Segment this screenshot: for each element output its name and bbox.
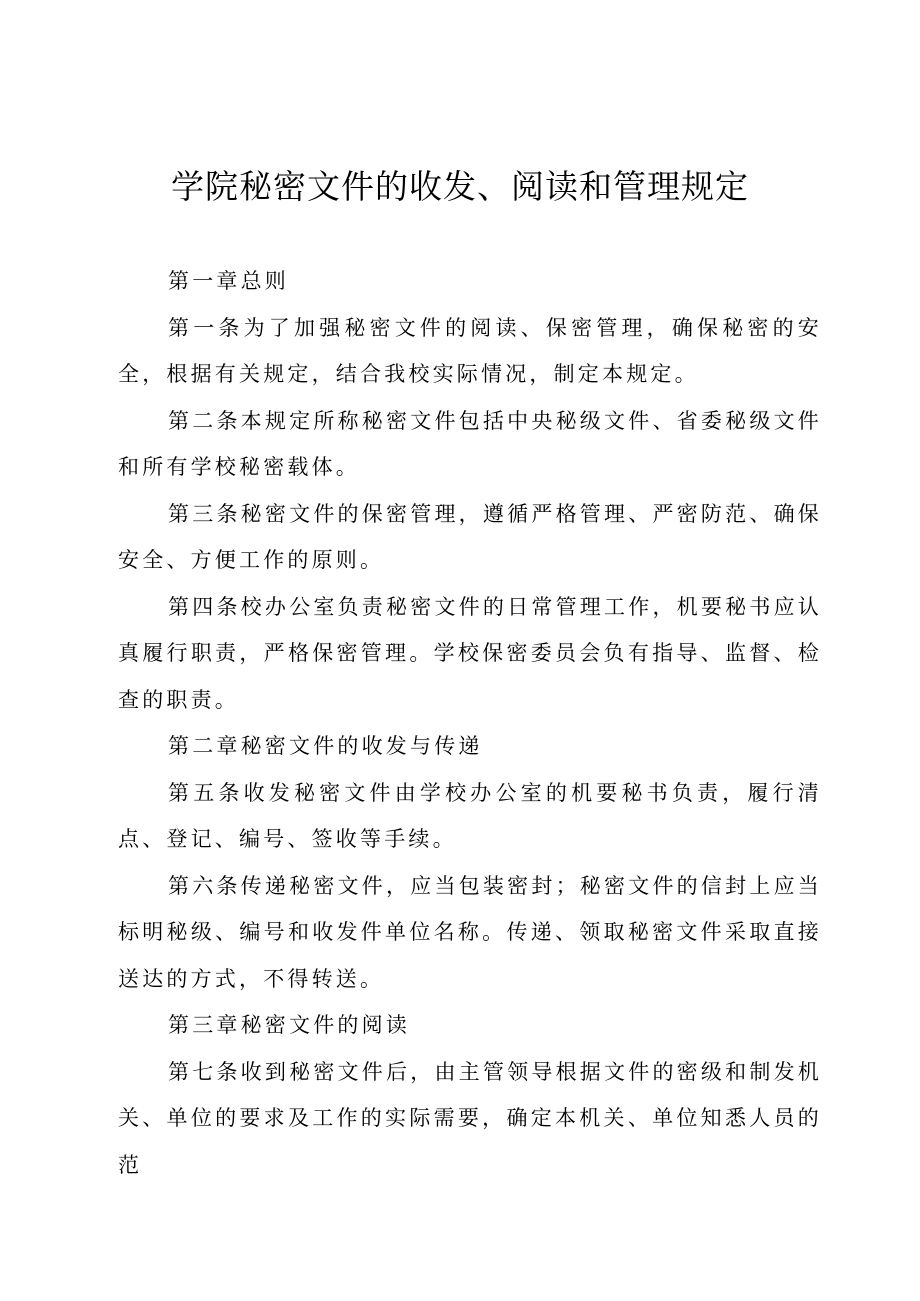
- article-paragraph: 第三条秘密文件的保密管理，遵循严格管理、严密防范、确保安全、方便工作的原则。: [118, 501, 822, 572]
- document-title: 学院秘密文件的收发、阅读和管理规定: [171, 167, 749, 206]
- document-body: [118, 258, 822, 1188]
- chapter-heading: 第三章秘密文件的阅读: [168, 1013, 410, 1037]
- article-paragraph: 第五条收发秘密文件由学校办公室的机要秘书负责，履行清点、登记、编号、签收等手续。: [118, 780, 822, 851]
- chapter-heading: 第一章总则: [168, 269, 289, 293]
- article-paragraph: 第二条本规定所称秘密文件包括中央秘级文件、省委秘级文件和所有学校秘密载体。: [118, 408, 822, 479]
- chapter-heading: 第二章秘密文件的收发与传递: [168, 734, 483, 758]
- article-paragraph: 第六条传递秘密文件，应当包装密封；秘密文件的信封上应当标明秘级、编号和收发件单位名称。传递、领取秘密文件采取直接送达的方式，不得转送。: [118, 873, 822, 991]
- article-paragraph: 第七条收到秘密文件后，由主管领导根据文件的密级和制发机关、单位的要求及工作的实际需要，确定本机关、单位知悉人员的范: [118, 1059, 822, 1177]
- article-paragraph: 第一条为了加强秘密文件的阅读、保密管理，确保秘密的安全，根据有关规定，结合我校实际情况，制定本规定。: [118, 315, 822, 386]
- article-paragraph: 第四条校办公室负责秘密文件的日常管理工作，机要秘书应认真履行职责，严格保密管理。学校保密委员会负有指导、监督、检查的职责。: [118, 594, 822, 712]
